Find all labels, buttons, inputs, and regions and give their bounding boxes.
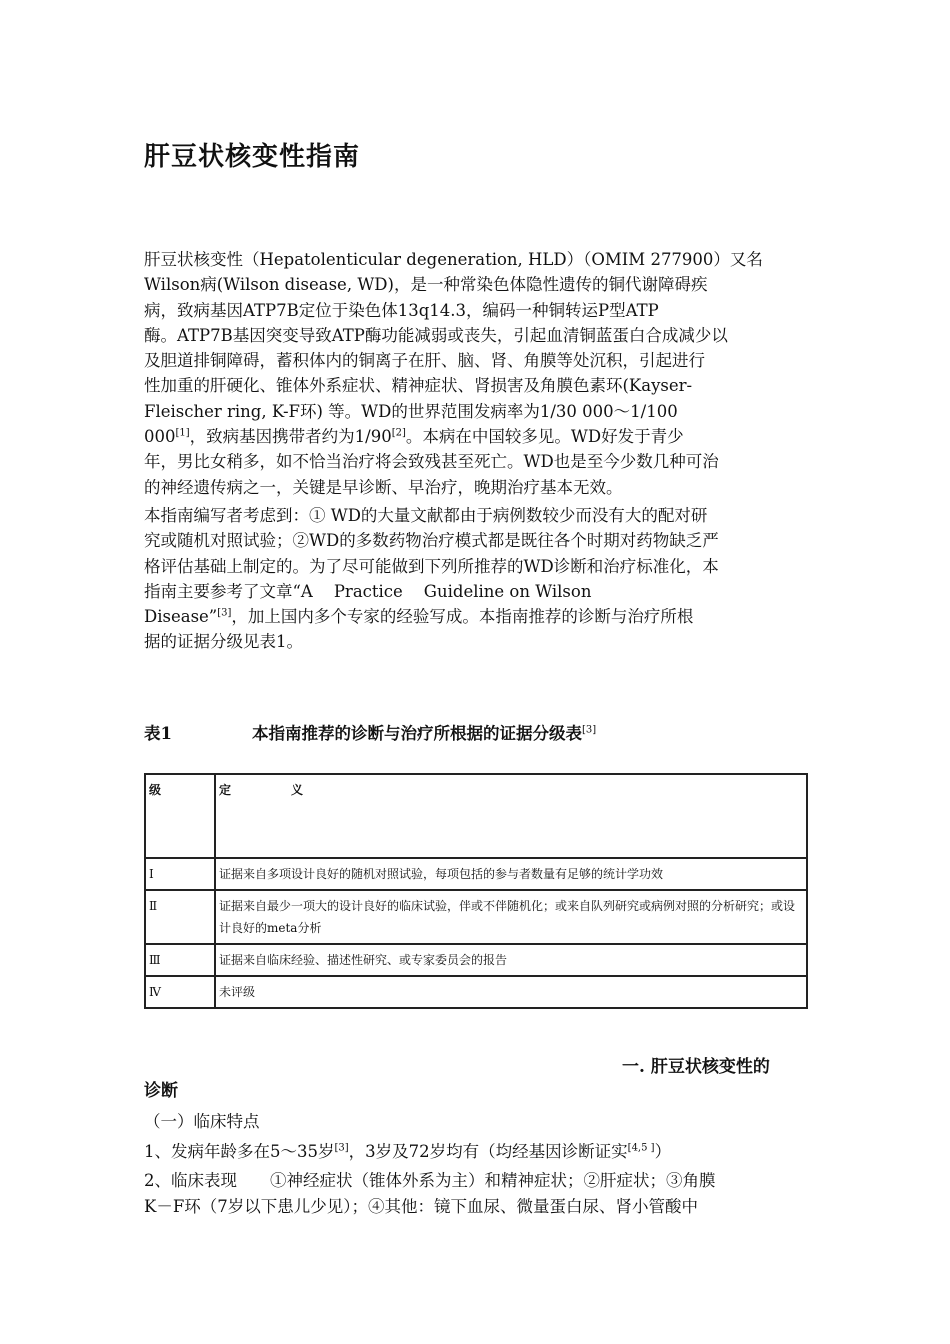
definition-cell: 未评级 (215, 976, 807, 1008)
text-fragment: ，致病基因携带者约为1/90 (189, 427, 392, 447)
text-line: 的神经遗传病之一，关键是早诊断、早治疗，晚期治疗基本无效。 (144, 477, 623, 497)
table-caption (252, 720, 596, 744)
table-header-row (145, 774, 807, 858)
grade-cell: Ⅲ (145, 944, 215, 976)
grade-cell: Ⅱ (145, 890, 215, 944)
text-line: 格评估基础上制定的。为了尽可能做到下列所推荐的WD诊断和治疗标准化，本 (144, 556, 719, 576)
definition-cell: 证据来自多项设计良好的随机对照试验，每项包括的参与者数量有足够的统计学功效 (215, 858, 807, 890)
section-heading: 一. 肝豆状核变性的 (622, 1057, 770, 1077)
table-row (145, 976, 807, 1008)
citation-ref[interactable]: [4,5 ] (627, 1142, 655, 1154)
text-line: Fleischer ring, K-F环) 等。WD的世界范围发病率为1/30 000～1/100 (144, 401, 678, 421)
grade-cell: Ⅰ (145, 858, 215, 890)
grade-cell: Ⅳ (145, 976, 215, 1008)
text-line: Wilson病(Wilson disease, WD)，是一种常染色体隐性遗传的铜代谢障碍疾 (144, 275, 708, 295)
table-row (145, 944, 807, 976)
list-item-cont: K－F环（7岁以下患儿少见）；④其他：镜下血尿、微量蛋白尿、肾小管酸中 (144, 1197, 699, 1216)
citation-ref[interactable]: [2] (391, 427, 406, 439)
text-line: 性加重的肝硬化、锥体外系症状、精神症状、肾损害及角膜色素环(Kayser- (144, 376, 693, 396)
table-caption-text: 本指南推荐的诊断与治疗所根据的证据分级表 (252, 724, 582, 743)
text-fragment: 。本病在中国较多见。WD好发于青少 (405, 427, 684, 447)
header-definition: 定 义 (215, 774, 807, 858)
text-line: 指南主要参考了文章“A Practice Guideline on Wilson (144, 581, 592, 601)
table-row (145, 890, 807, 944)
subsection-heading: （一）临床特点 (144, 1112, 260, 1131)
text-fragment: 000 (144, 427, 176, 447)
list-item (144, 1138, 671, 1162)
intro-paragraph (144, 247, 808, 500)
text-fragment: 1、发病年龄多在5～35岁 (144, 1142, 335, 1161)
text-fragment: ，3岁及72岁均有（均经基因诊断证实 (348, 1142, 628, 1161)
header-grade: 级 (145, 774, 215, 858)
text-line (144, 424, 808, 449)
scope-paragraph (144, 503, 808, 655)
citation-ref[interactable]: [3] (334, 1142, 349, 1154)
text-line: 本指南编写者考虑到：① WD的大量文献都由于病例数较少而没有大的配对研 (144, 506, 708, 525)
list-item: 2、临床表现 ①神经症状（锥体外系为主）和精神症状；②肝症状；③角膜 (144, 1171, 716, 1190)
text-fragment: Disease” (144, 607, 218, 627)
text-line: 肝豆状核变性（Hepatolenticular degeneration, HLD）（OMIM 277900）又名 (144, 250, 763, 269)
text-line: 酶。ATP7B基因突变导致ATP酶功能减弱或丧失，引起血清铜蓝蛋白合成减少以 (144, 325, 728, 345)
text-fragment: ） (654, 1142, 672, 1161)
page-title: 肝豆状核变性指南 (144, 142, 361, 172)
text-line: 年，男比女稍多，如不恰当治疗将会致残甚至死亡。WD也是至今少数几种可治 (144, 452, 719, 472)
text-line: 病，致病基因ATP7B定位于染色体13q14.3，编码一种铜转运P型ATP (144, 300, 659, 320)
text-fragment: ，加上国内多个专家的经验写成。本指南推荐的诊断与治疗所根 (231, 607, 694, 627)
text-line: 及胆道排铜障碍，蓄积体内的铜离子在肝、脑、肾、角膜等处沉积，引起进行 (144, 351, 705, 371)
table-caption-number: 表1 (144, 724, 172, 743)
evidence-grade-table (144, 773, 808, 1009)
text-line: 究或随机对照试验；②WD的多数药物治疗模式都是既往各个时期对药物缺乏严 (144, 531, 719, 551)
citation-ref[interactable]: [3] (582, 724, 597, 736)
section-heading-cont: 诊断 (144, 1081, 178, 1101)
table-row (145, 858, 807, 890)
definition-cell: 证据来自最少一项大的设计良好的临床试验，伴或不伴随机化；或来自队列研究或病例对照的分析研究；或设计良好的meta分析 (215, 890, 807, 944)
text-line: 据的证据分级见表1。 (144, 632, 303, 652)
citation-ref[interactable]: [1] (175, 427, 190, 439)
text-line (144, 604, 808, 629)
citation-ref[interactable]: [3] (217, 607, 232, 619)
definition-cell: 证据来自临床经验、描述性研究、或专家委员会的报告 (215, 944, 807, 976)
